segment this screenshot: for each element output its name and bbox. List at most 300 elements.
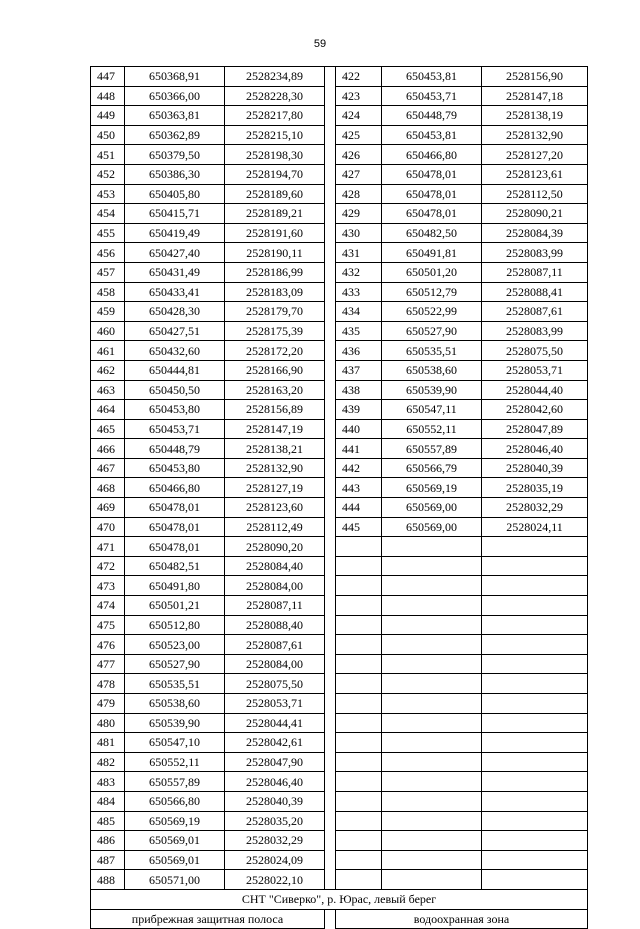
column-gap xyxy=(325,262,336,282)
right-y-coordinate xyxy=(482,811,588,831)
column-gap xyxy=(325,184,336,204)
left-y-coordinate: 2528032,29 xyxy=(225,831,325,851)
left-point-number: 481 xyxy=(91,733,125,753)
right-point-number: 424 xyxy=(336,106,382,126)
right-point-number xyxy=(336,791,382,811)
right-y-coordinate xyxy=(482,752,588,772)
right-point-number xyxy=(336,654,382,674)
left-x-coordinate: 650386,30 xyxy=(125,164,225,184)
left-point-number: 465 xyxy=(91,419,125,439)
left-y-coordinate: 2528132,90 xyxy=(225,458,325,478)
table-row xyxy=(91,67,588,87)
right-point-number xyxy=(336,811,382,831)
column-gap xyxy=(325,576,336,596)
right-x-coordinate xyxy=(382,772,482,792)
left-x-coordinate: 650539,90 xyxy=(125,713,225,733)
left-point-number: 457 xyxy=(91,262,125,282)
table-row xyxy=(91,870,588,890)
left-x-coordinate: 650535,51 xyxy=(125,674,225,694)
left-x-coordinate: 650478,01 xyxy=(125,517,225,537)
right-x-coordinate: 650466,80 xyxy=(382,145,482,165)
right-y-coordinate xyxy=(482,850,588,870)
right-x-coordinate: 650453,81 xyxy=(382,67,482,87)
column-gap xyxy=(325,106,336,126)
right-y-coordinate xyxy=(482,713,588,733)
column-gap xyxy=(325,850,336,870)
right-y-coordinate: 2528156,90 xyxy=(482,67,588,87)
left-point-number: 467 xyxy=(91,458,125,478)
left-y-coordinate: 2528084,00 xyxy=(225,654,325,674)
right-y-coordinate: 2528087,11 xyxy=(482,262,588,282)
column-gap xyxy=(325,302,336,322)
left-point-number: 459 xyxy=(91,302,125,322)
right-x-coordinate xyxy=(382,576,482,596)
left-x-coordinate: 650482,51 xyxy=(125,556,225,576)
right-y-coordinate: 2528127,20 xyxy=(482,145,588,165)
left-y-coordinate: 2528156,89 xyxy=(225,400,325,420)
right-point-number xyxy=(336,870,382,890)
column-gap xyxy=(325,537,336,557)
table-row xyxy=(91,713,588,733)
column-gap xyxy=(325,380,336,400)
right-x-coordinate xyxy=(382,713,482,733)
right-point-number: 438 xyxy=(336,380,382,400)
left-point-number: 452 xyxy=(91,164,125,184)
right-point-number: 428 xyxy=(336,184,382,204)
zone-label-coastal-strip: прибрежная защитная полоса xyxy=(91,909,325,929)
left-x-coordinate: 650547,10 xyxy=(125,733,225,753)
left-x-coordinate: 650379,50 xyxy=(125,145,225,165)
right-y-coordinate: 2528112,50 xyxy=(482,184,588,204)
page-number: 59 xyxy=(313,38,327,50)
column-gap xyxy=(325,733,336,753)
table-footer-title-row xyxy=(91,889,588,909)
right-point-number xyxy=(336,694,382,714)
right-y-coordinate: 2528040,39 xyxy=(482,458,588,478)
left-point-number: 450 xyxy=(91,125,125,145)
column-gap xyxy=(325,713,336,733)
left-y-coordinate: 2528087,11 xyxy=(225,596,325,616)
left-point-number: 464 xyxy=(91,400,125,420)
left-x-coordinate: 650566,80 xyxy=(125,791,225,811)
right-y-coordinate xyxy=(482,674,588,694)
table-row xyxy=(91,204,588,224)
right-x-coordinate: 650512,79 xyxy=(382,282,482,302)
left-point-number: 455 xyxy=(91,223,125,243)
left-point-number: 468 xyxy=(91,478,125,498)
right-point-number xyxy=(336,772,382,792)
left-x-coordinate: 650569,01 xyxy=(125,831,225,851)
column-gap xyxy=(325,282,336,302)
column-gap xyxy=(325,635,336,655)
column-gap xyxy=(325,654,336,674)
zone-label-water-protection: водоохранная зона xyxy=(336,909,588,929)
left-y-coordinate: 2528088,40 xyxy=(225,615,325,635)
left-y-coordinate: 2528183,09 xyxy=(225,282,325,302)
right-point-number xyxy=(336,537,382,557)
table-row xyxy=(91,635,588,655)
left-point-number: 474 xyxy=(91,596,125,616)
table-row xyxy=(91,86,588,106)
right-x-coordinate xyxy=(382,674,482,694)
right-x-coordinate: 650535,51 xyxy=(382,341,482,361)
left-y-coordinate: 2528046,40 xyxy=(225,772,325,792)
right-y-coordinate: 2528075,50 xyxy=(482,341,588,361)
right-x-coordinate: 650566,79 xyxy=(382,458,482,478)
right-x-coordinate: 650448,79 xyxy=(382,106,482,126)
left-x-coordinate: 650405,80 xyxy=(125,184,225,204)
left-y-coordinate: 2528127,19 xyxy=(225,478,325,498)
column-gap xyxy=(325,321,336,341)
left-point-number: 469 xyxy=(91,498,125,518)
left-y-coordinate: 2528175,39 xyxy=(225,321,325,341)
right-x-coordinate xyxy=(382,752,482,772)
left-y-coordinate: 2528163,20 xyxy=(225,380,325,400)
right-x-coordinate: 650478,01 xyxy=(382,164,482,184)
left-point-number: 477 xyxy=(91,654,125,674)
left-x-coordinate: 650538,60 xyxy=(125,694,225,714)
right-x-coordinate: 650527,90 xyxy=(382,321,482,341)
left-point-number: 447 xyxy=(91,67,125,87)
column-gap xyxy=(325,674,336,694)
left-point-number: 456 xyxy=(91,243,125,263)
left-y-coordinate: 2528087,61 xyxy=(225,635,325,655)
right-y-coordinate: 2528035,19 xyxy=(482,478,588,498)
coordinates-table-body xyxy=(91,67,588,890)
coordinates-table xyxy=(90,66,588,929)
left-point-number: 460 xyxy=(91,321,125,341)
right-x-coordinate: 650547,11 xyxy=(382,400,482,420)
left-x-coordinate: 650501,21 xyxy=(125,596,225,616)
left-y-coordinate: 2528138,21 xyxy=(225,439,325,459)
left-y-coordinate: 2528179,70 xyxy=(225,302,325,322)
column-gap xyxy=(325,458,336,478)
right-point-number: 433 xyxy=(336,282,382,302)
table-row xyxy=(91,811,588,831)
left-y-coordinate: 2528190,11 xyxy=(225,243,325,263)
table-row xyxy=(91,654,588,674)
table-row xyxy=(91,282,588,302)
right-point-number: 434 xyxy=(336,302,382,322)
table-row xyxy=(91,674,588,694)
right-y-coordinate: 2528138,19 xyxy=(482,106,588,126)
right-x-coordinate: 650539,90 xyxy=(382,380,482,400)
table-row xyxy=(91,164,588,184)
right-y-coordinate: 2528046,40 xyxy=(482,439,588,459)
right-y-coordinate: 2528087,61 xyxy=(482,302,588,322)
left-x-coordinate: 650427,51 xyxy=(125,321,225,341)
column-gap xyxy=(325,909,336,929)
left-point-number: 472 xyxy=(91,556,125,576)
table-row xyxy=(91,243,588,263)
table-row xyxy=(91,145,588,165)
left-point-number: 486 xyxy=(91,831,125,851)
left-y-coordinate: 2528024,09 xyxy=(225,850,325,870)
table-row xyxy=(91,733,588,753)
left-point-number: 463 xyxy=(91,380,125,400)
column-gap xyxy=(325,125,336,145)
table-row xyxy=(91,184,588,204)
table-row xyxy=(91,791,588,811)
column-gap xyxy=(325,556,336,576)
column-gap xyxy=(325,870,336,890)
right-x-coordinate xyxy=(382,870,482,890)
right-point-number: 439 xyxy=(336,400,382,420)
right-y-coordinate: 2528083,99 xyxy=(482,321,588,341)
left-x-coordinate: 650431,49 xyxy=(125,262,225,282)
right-x-coordinate: 650557,89 xyxy=(382,439,482,459)
right-x-coordinate xyxy=(382,654,482,674)
right-point-number: 435 xyxy=(336,321,382,341)
left-x-coordinate: 650432,60 xyxy=(125,341,225,361)
right-y-coordinate: 2528147,18 xyxy=(482,86,588,106)
right-x-coordinate xyxy=(382,596,482,616)
right-y-coordinate xyxy=(482,635,588,655)
right-point-number xyxy=(336,733,382,753)
table-row xyxy=(91,125,588,145)
left-y-coordinate: 2528147,19 xyxy=(225,419,325,439)
column-gap xyxy=(325,400,336,420)
left-point-number: 475 xyxy=(91,615,125,635)
right-x-coordinate: 650522,99 xyxy=(382,302,482,322)
right-point-number: 422 xyxy=(336,67,382,87)
right-y-coordinate xyxy=(482,772,588,792)
left-x-coordinate: 650571,00 xyxy=(125,870,225,890)
column-gap xyxy=(325,341,336,361)
left-y-coordinate: 2528234,89 xyxy=(225,67,325,87)
left-y-coordinate: 2528112,49 xyxy=(225,517,325,537)
right-y-coordinate xyxy=(482,870,588,890)
right-point-number: 437 xyxy=(336,360,382,380)
left-y-coordinate: 2528044,41 xyxy=(225,713,325,733)
left-y-coordinate: 2528189,21 xyxy=(225,204,325,224)
left-x-coordinate: 650419,49 xyxy=(125,223,225,243)
left-y-coordinate: 2528090,20 xyxy=(225,537,325,557)
right-point-number xyxy=(336,831,382,851)
column-gap xyxy=(325,772,336,792)
column-gap xyxy=(325,360,336,380)
right-y-coordinate: 2528053,71 xyxy=(482,360,588,380)
left-point-number: 461 xyxy=(91,341,125,361)
right-y-coordinate: 2528090,21 xyxy=(482,204,588,224)
left-y-coordinate: 2528084,40 xyxy=(225,556,325,576)
right-y-coordinate xyxy=(482,733,588,753)
right-point-number xyxy=(336,752,382,772)
left-x-coordinate: 650368,91 xyxy=(125,67,225,87)
right-x-coordinate xyxy=(382,615,482,635)
left-point-number: 462 xyxy=(91,360,125,380)
left-x-coordinate: 650362,89 xyxy=(125,125,225,145)
right-x-coordinate xyxy=(382,635,482,655)
right-y-coordinate: 2528132,90 xyxy=(482,125,588,145)
left-point-number: 449 xyxy=(91,106,125,126)
right-y-coordinate: 2528032,29 xyxy=(482,498,588,518)
right-x-coordinate xyxy=(382,556,482,576)
right-point-number: 429 xyxy=(336,204,382,224)
right-point-number: 423 xyxy=(336,86,382,106)
right-point-number xyxy=(336,850,382,870)
right-y-coordinate: 2528044,40 xyxy=(482,380,588,400)
right-point-number: 427 xyxy=(336,164,382,184)
left-y-coordinate: 2528228,30 xyxy=(225,86,325,106)
right-point-number: 431 xyxy=(336,243,382,263)
right-y-coordinate xyxy=(482,596,588,616)
right-y-coordinate xyxy=(482,556,588,576)
column-gap xyxy=(325,86,336,106)
right-point-number xyxy=(336,556,382,576)
left-point-number: 453 xyxy=(91,184,125,204)
left-y-coordinate: 2528047,90 xyxy=(225,752,325,772)
left-y-coordinate: 2528040,39 xyxy=(225,791,325,811)
column-gap xyxy=(325,791,336,811)
left-point-number: 470 xyxy=(91,517,125,537)
right-point-number: 445 xyxy=(336,517,382,537)
left-x-coordinate: 650450,50 xyxy=(125,380,225,400)
table-row xyxy=(91,576,588,596)
table-row xyxy=(91,262,588,282)
right-point-number: 425 xyxy=(336,125,382,145)
left-x-coordinate: 650433,41 xyxy=(125,282,225,302)
left-y-coordinate: 2528075,50 xyxy=(225,674,325,694)
right-x-coordinate: 650453,71 xyxy=(382,86,482,106)
table-row xyxy=(91,615,588,635)
column-gap xyxy=(325,164,336,184)
left-y-coordinate: 2528189,60 xyxy=(225,184,325,204)
right-point-number xyxy=(336,615,382,635)
right-y-coordinate: 2528024,11 xyxy=(482,517,588,537)
left-x-coordinate: 650366,00 xyxy=(125,86,225,106)
left-point-number: 488 xyxy=(91,870,125,890)
left-x-coordinate: 650523,00 xyxy=(125,635,225,655)
right-point-number: 432 xyxy=(336,262,382,282)
left-point-number: 479 xyxy=(91,694,125,714)
table-row xyxy=(91,439,588,459)
table-row xyxy=(91,498,588,518)
right-point-number: 430 xyxy=(336,223,382,243)
left-y-coordinate: 2528166,90 xyxy=(225,360,325,380)
right-point-number xyxy=(336,674,382,694)
right-x-coordinate xyxy=(382,811,482,831)
right-x-coordinate: 650482,50 xyxy=(382,223,482,243)
right-y-coordinate xyxy=(482,791,588,811)
column-gap xyxy=(325,67,336,87)
left-point-number: 480 xyxy=(91,713,125,733)
right-y-coordinate xyxy=(482,537,588,557)
table-row xyxy=(91,772,588,792)
table-footer-title: СНТ "Сиверко", р. Юрас, левый берег xyxy=(91,889,588,909)
left-x-coordinate: 650512,80 xyxy=(125,615,225,635)
left-x-coordinate: 650415,71 xyxy=(125,204,225,224)
right-x-coordinate: 650569,19 xyxy=(382,478,482,498)
left-x-coordinate: 650491,80 xyxy=(125,576,225,596)
left-x-coordinate: 650453,80 xyxy=(125,400,225,420)
right-point-number: 441 xyxy=(336,439,382,459)
left-point-number: 478 xyxy=(91,674,125,694)
table-row xyxy=(91,223,588,243)
left-point-number: 482 xyxy=(91,752,125,772)
column-gap xyxy=(325,752,336,772)
right-x-coordinate xyxy=(382,791,482,811)
right-x-coordinate: 650538,60 xyxy=(382,360,482,380)
right-x-coordinate xyxy=(382,831,482,851)
right-y-coordinate xyxy=(482,694,588,714)
left-x-coordinate: 650453,71 xyxy=(125,419,225,439)
left-x-coordinate: 650569,01 xyxy=(125,850,225,870)
right-point-number xyxy=(336,713,382,733)
column-gap xyxy=(325,615,336,635)
left-point-number: 454 xyxy=(91,204,125,224)
right-y-coordinate: 2528083,99 xyxy=(482,243,588,263)
left-x-coordinate: 650466,80 xyxy=(125,478,225,498)
column-gap xyxy=(325,831,336,851)
right-point-number: 444 xyxy=(336,498,382,518)
column-gap xyxy=(325,204,336,224)
right-x-coordinate xyxy=(382,733,482,753)
table-row xyxy=(91,478,588,498)
table-footer-zones-row xyxy=(91,909,588,929)
left-point-number: 485 xyxy=(91,811,125,831)
right-point-number xyxy=(336,596,382,616)
right-point-number xyxy=(336,635,382,655)
right-x-coordinate xyxy=(382,694,482,714)
left-point-number: 451 xyxy=(91,145,125,165)
left-y-coordinate: 2528191,60 xyxy=(225,223,325,243)
left-y-coordinate: 2528172,20 xyxy=(225,341,325,361)
left-point-number: 476 xyxy=(91,635,125,655)
column-gap xyxy=(325,439,336,459)
left-y-coordinate: 2528042,61 xyxy=(225,733,325,753)
right-x-coordinate: 650569,00 xyxy=(382,498,482,518)
table-row xyxy=(91,458,588,478)
left-x-coordinate: 650428,30 xyxy=(125,302,225,322)
right-y-coordinate: 2528047,89 xyxy=(482,419,588,439)
left-x-coordinate: 650448,79 xyxy=(125,439,225,459)
right-point-number: 442 xyxy=(336,458,382,478)
table-row xyxy=(91,850,588,870)
right-y-coordinate xyxy=(482,654,588,674)
column-gap xyxy=(325,478,336,498)
left-x-coordinate: 650478,01 xyxy=(125,498,225,518)
right-x-coordinate xyxy=(382,850,482,870)
right-x-coordinate xyxy=(382,537,482,557)
left-y-coordinate: 2528053,71 xyxy=(225,694,325,714)
left-y-coordinate: 2528035,20 xyxy=(225,811,325,831)
column-gap xyxy=(325,223,336,243)
right-x-coordinate: 650478,01 xyxy=(382,184,482,204)
right-y-coordinate: 2528088,41 xyxy=(482,282,588,302)
column-gap xyxy=(325,694,336,714)
table-row xyxy=(91,596,588,616)
left-point-number: 484 xyxy=(91,791,125,811)
table-row xyxy=(91,517,588,537)
right-point-number xyxy=(336,576,382,596)
left-y-coordinate: 2528022,10 xyxy=(225,870,325,890)
right-y-coordinate: 2528084,39 xyxy=(482,223,588,243)
right-point-number: 436 xyxy=(336,341,382,361)
table-row xyxy=(91,537,588,557)
left-x-coordinate: 650453,80 xyxy=(125,458,225,478)
right-x-coordinate: 650552,11 xyxy=(382,419,482,439)
table-row xyxy=(91,831,588,851)
left-x-coordinate: 650569,19 xyxy=(125,811,225,831)
table-row xyxy=(91,380,588,400)
left-x-coordinate: 650527,90 xyxy=(125,654,225,674)
left-x-coordinate: 650363,81 xyxy=(125,106,225,126)
left-y-coordinate: 2528186,99 xyxy=(225,262,325,282)
left-y-coordinate: 2528215,10 xyxy=(225,125,325,145)
left-point-number: 448 xyxy=(91,86,125,106)
left-y-coordinate: 2528123,60 xyxy=(225,498,325,518)
